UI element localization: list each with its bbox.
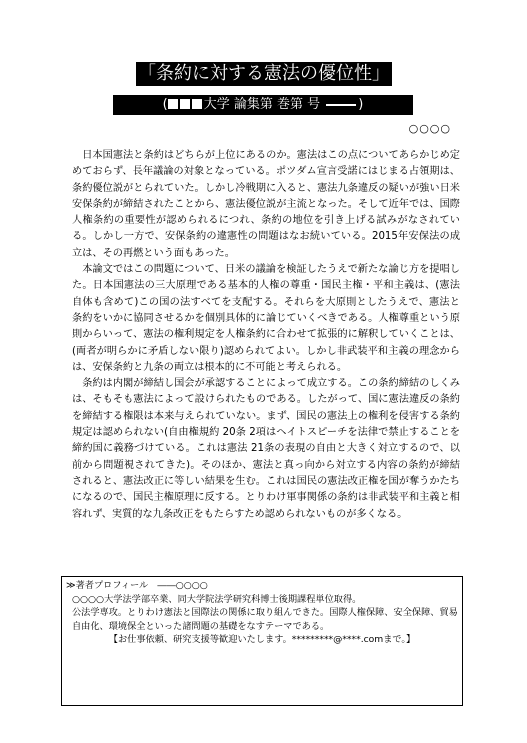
profile-line-2: 公法学専攻。とりわけ憲法と国際法の関係に取り組んできた。国際人権保障、安全保障、貿易自由化、環境保全といった諸問題の基礎をなすテーマである。 [72, 607, 458, 632]
redaction-box [180, 99, 190, 109]
journal-citation: ( 大学 論集第 巻第 号 ) [113, 95, 413, 115]
paragraph-2: 本論文ではこの問題について、日米の議論を検証したうえで新たな論じ方を提唱した。日本国憲法の三大原理である基本的人権の尊重・国民主権・平和主義は、(憲法自体も含めて)この国の法すべてを支配する。それらを大原則としたうえで、憲法と条約をいかに協同させるかを個別具体的に論じていくべきである。人権尊重という原則からいって、憲法の権利規定を人権条約に合わせて拡張的に解釈していくことは、(両者が明らかに矛盾しない限り)認められてよい。しかし非武装平和主義の理念からは、安保条約と九条の両立は根本的に不可能と考えられる。 [72, 264, 460, 373]
profile-contact: 【お仕事依頼、研究支援等歓迎いたします。*********@****.comまで。】 [108, 634, 416, 645]
author-name: ○○○○ [408, 122, 451, 135]
article-title: 「条約に対する憲法の優位性」 [138, 63, 390, 84]
profile-heading: ≫著者プロフィール ――○○○○ [66, 580, 208, 591]
redaction-box [192, 99, 202, 109]
abstract-body [72, 148, 460, 523]
author-profile-box [61, 576, 463, 706]
citation-text: 大学 論集第 巻第 号 [203, 97, 325, 112]
redaction-box [168, 99, 178, 109]
paragraph-3: 条約は内閣が締結し国会が承認することによって成立する。この条約締結のしくみは、そもそも憲法によって設けられたものである。したがって、国に憲法違反の条約を締結する権限は本来与えられていない。まず、国民の憲法上の権利を侵害する条約規定は認められない(自由権規約 20条 2項はヘイトスピーチを法律で禁止することを締約国に義務づけている。これは憲法 21条の表現の自由と大きく対立するので、以前から問題視されてきた)。そのほか、憲法と真っ向から対立する内容の条約が締結されると、憲法改正に等しい結果を生む。これは国民の憲法改正権を国が奪うかたちになるので、国民主権原理に反する。とりわけ軍事関係の条約は非武装平和主義と相容れず、実質的な九条改正をもたらすため認められないものが多くなる。 [72, 378, 460, 520]
profile-line-1: ○○○○大学法学部卒業、同大学院法学研究科博士後期課程単位取得。 [72, 593, 362, 605]
paragraph-1: 日本国憲法と条約はどちらが上位にあるのか。憲法はこの点についてあらかじめ定めておらず、長年議論の対象となっている。ポツダム宣言受諾にはじまる占領期は、条約優位説がとられていた。しかし冷戦期に入ると、憲法九条違反の疑いが強い日米安保条約が締結されたことから、憲法優位説が主流となった。そして近年では、国際人権条約の重要性が認められるにつれ、条約の地位を引き上げる試みがなされている。しかし一方で、安保条約の違憲性の問題はなお続いている。2015年安保法の成立は、その再燃という面もあった。 [72, 150, 460, 259]
redaction-line [326, 104, 356, 106]
